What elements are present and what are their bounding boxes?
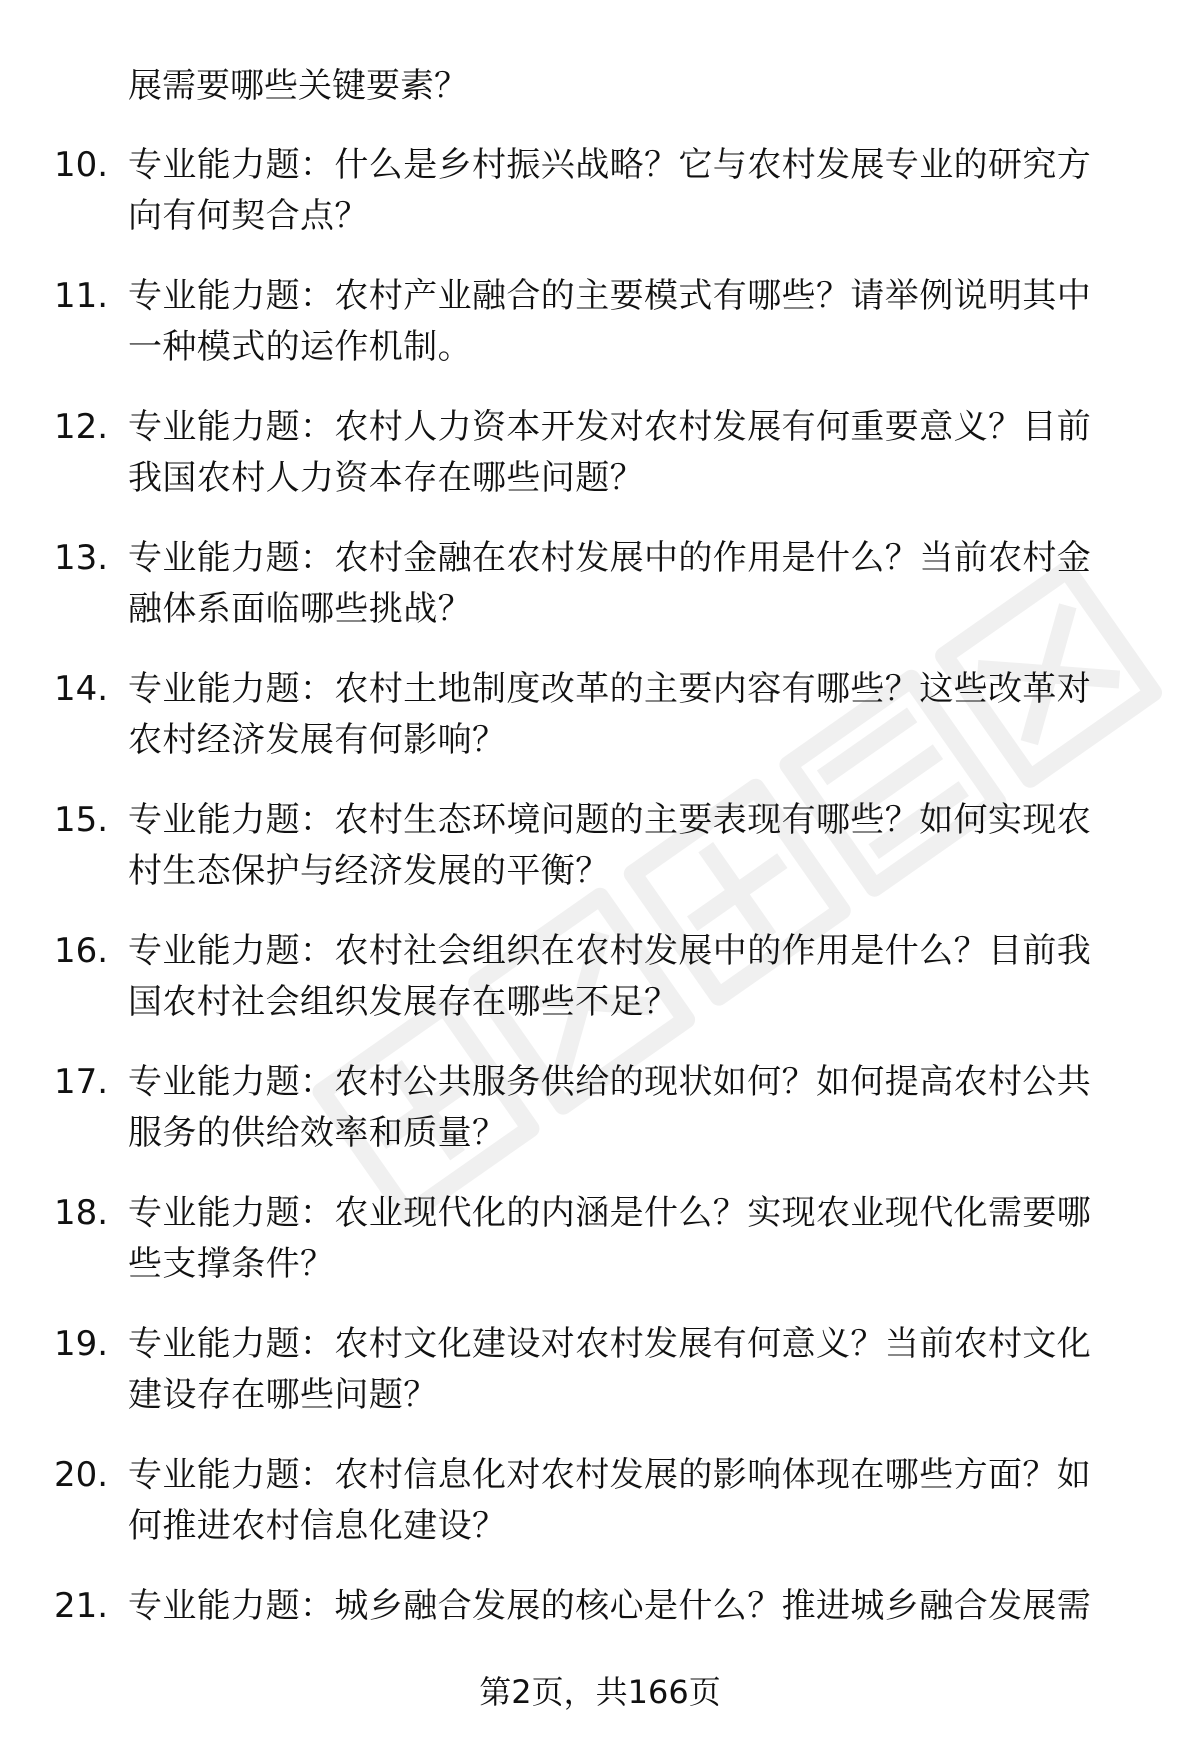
question-text-line: 专业能力题：农村文化建设对农村发展有何意义？当前农村文化 xyxy=(128,1324,1092,1364)
question-text-line: 专业能力题：农村公共服务供给的现状如何？如何提高农村公共 xyxy=(128,1062,1092,1102)
question-item xyxy=(0,1057,1200,1188)
question-number: 11. xyxy=(54,276,109,316)
question-text-line: 专业能力题：什么是乡村振兴战略？它与农村发展专业的研究方 xyxy=(128,145,1092,185)
question-number: 20. xyxy=(54,1455,109,1495)
question-text-line: 专业能力题：农村生态环境问题的主要表现有哪些？如何实现农 xyxy=(128,800,1092,840)
question-text-line: 服务的供给效率和质量？ xyxy=(128,1113,507,1153)
question-text xyxy=(128,1450,1138,1552)
question-number: 16. xyxy=(54,931,109,971)
question-text xyxy=(128,271,1138,373)
question-text xyxy=(128,533,1138,635)
question-text xyxy=(128,795,1138,897)
question-number: 13. xyxy=(54,538,109,578)
question-text-line: 农村经济发展有何影响？ xyxy=(128,720,507,760)
question-text-line: 何推进农村信息化建设？ xyxy=(128,1506,507,1546)
question-item xyxy=(0,926,1200,1057)
continued-question-text: 展需要哪些关键要素？ xyxy=(128,66,468,106)
question-text-line: 专业能力题：城乡融合发展的核心是什么？推进城乡融合发展需 xyxy=(128,1586,1092,1626)
page-number-footer: 第2页，共166页 xyxy=(479,1673,721,1711)
question-text-line: 我国农村人力资本存在哪些问题？ xyxy=(128,458,644,498)
question-item xyxy=(0,1450,1200,1581)
question-text-line: 一种模式的运作机制。 xyxy=(128,327,472,367)
question-item xyxy=(0,664,1200,795)
question-text xyxy=(128,1188,1138,1290)
question-list xyxy=(0,140,1200,1712)
question-number: 17. xyxy=(54,1062,109,1102)
question-text-line: 些支撑条件？ xyxy=(128,1244,335,1284)
question-number: 18. xyxy=(54,1193,109,1233)
question-text-line: 建设存在哪些问题？ xyxy=(128,1375,438,1415)
question-item xyxy=(0,271,1200,402)
question-number: 14. xyxy=(54,669,109,709)
question-text-line: 专业能力题：农村信息化对农村发展的影响体现在哪些方面？如 xyxy=(128,1455,1092,1495)
question-text-line: 专业能力题：农村金融在农村发展中的作用是什么？当前农村金 xyxy=(128,538,1092,578)
question-text xyxy=(128,1057,1138,1159)
question-text-line: 专业能力题：农村土地制度改革的主要内容有哪些？这些改革对 xyxy=(128,669,1092,709)
question-text xyxy=(128,140,1138,242)
question-item xyxy=(0,533,1200,664)
question-text-line: 专业能力题：农村产业融合的主要模式有哪些？请举例说明其中 xyxy=(128,276,1092,316)
question-item xyxy=(0,402,1200,533)
question-item xyxy=(0,1319,1200,1450)
question-number: 19. xyxy=(54,1324,109,1364)
question-text xyxy=(128,1581,1138,1632)
question-text-line: 融体系面临哪些挑战？ xyxy=(128,589,472,629)
question-text xyxy=(128,926,1138,1028)
question-text-line: 村生态保护与经济发展的平衡？ xyxy=(128,851,610,891)
question-item xyxy=(0,1188,1200,1319)
question-text-line: 专业能力题：农村社会组织在农村发展中的作用是什么？目前我 xyxy=(128,931,1092,971)
question-text-line: 向有何契合点？ xyxy=(128,196,369,236)
question-number: 10. xyxy=(54,145,109,185)
question-number: 15. xyxy=(54,800,109,840)
question-text xyxy=(128,402,1138,504)
question-text xyxy=(128,1319,1138,1421)
question-text-line: 国农村社会组织发展存在哪些不足？ xyxy=(128,982,679,1022)
question-item xyxy=(0,795,1200,926)
question-item xyxy=(0,140,1200,271)
question-text xyxy=(128,664,1138,766)
question-text-line: 专业能力题：农村人力资本开发对农村发展有何重要意义？目前 xyxy=(128,407,1092,447)
question-number: 21. xyxy=(54,1586,109,1626)
question-number: 12. xyxy=(54,407,109,447)
question-text-line: 专业能力题：农业现代化的内涵是什么？实现农业现代化需要哪 xyxy=(128,1193,1092,1233)
